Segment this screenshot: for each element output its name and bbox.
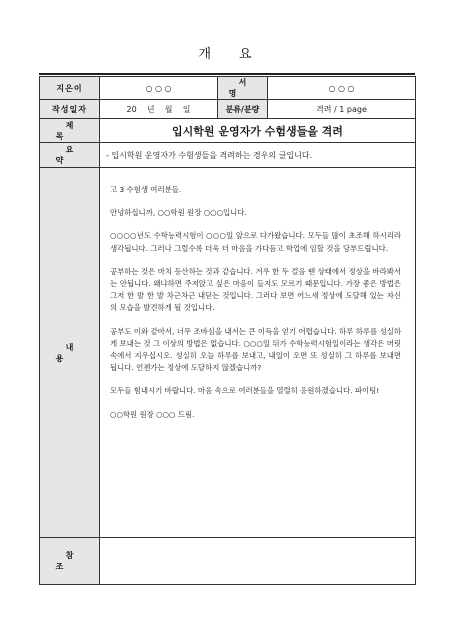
summary-value[interactable]: - 입시학원 운영자가 수험생들을 격려하는 경우의 글입니다.: [100, 143, 416, 168]
document-form: [39, 76, 416, 585]
reference-value[interactable]: [100, 538, 416, 585]
document-title: 개요: [198, 47, 280, 62]
signature-label: 서명: [218, 77, 268, 100]
summary-row: [40, 143, 416, 168]
reference-label: 참조: [40, 538, 100, 585]
reference-row: [40, 538, 416, 585]
subject-label: 제목: [40, 119, 100, 143]
date-label: 작성일자: [40, 100, 100, 119]
letter-intro: 안녕하십니까, ○○학원 원장 ○○○입니다.: [110, 208, 247, 218]
letter-paragraph: ○○○○년도 수학능력시험이 ○○○일 앞으로 다가왔습니다. 모두들 많이 초조해 하시리라 생각됩니다. 그러나 그럴수록 더욱 더 마음을 가다듬고 학업에 임할 것을 당부드립니다.: [110, 231, 401, 253]
subject-value[interactable]: 입시학원 운영자가 수험생들을 격려: [100, 119, 416, 143]
letter-paragraph: 모두들 힘내시기 바랍니다. 마음 속으로 여러분들을 열렬히 응원하겠습니다. 파이팅!: [110, 386, 380, 396]
title-rule: [39, 73, 415, 75]
author-value[interactable]: ○ ○ ○: [100, 77, 218, 100]
summary-label: 요약: [40, 143, 100, 168]
category-value[interactable]: 격려 / 1 page: [268, 100, 416, 119]
letter-body[interactable]: [100, 168, 416, 538]
signature-value[interactable]: ○ ○ ○: [268, 77, 416, 100]
content-row: [40, 168, 416, 538]
letter-greeting: 고 3 수험생 여러분들.: [110, 185, 182, 194]
category-label: 분류/분량: [218, 100, 268, 119]
subject-row: [40, 119, 416, 143]
author-row: [40, 77, 416, 100]
letter-signoff: ○○학원 원장 ○○○ 드림.: [110, 409, 195, 419]
content-label: 내용: [40, 168, 100, 538]
letter-paragraph: 공부도 이와 같아서, 너무 조바심을 내서는 큰 이득을 얻기 어렵습니다. 하루 하루를 성실하게 보내는 것 그 이상의 방법은 없습니다. ○○○일 뒤가 수학능력시험일이라는 생각은 머릿속에서 지우십시오. 성실히 오늘 하루를 보내고, 내일이 오면 또 성실히 그 하루를 보내면 됩니다. 언젠가는 정상에 도달하지 않겠습니까?: [110, 326, 401, 373]
letter-paragraph: 공부하는 것은 마치 등산하는 것과 같습니다. 겨우 한 두 걸음 뗀 상태에서 정상을 바라봐서는 안됩니다. 왜냐하면 주저앉고 싶은 마음이 들지도 모르기 때문입니다. 가장 좋은 방법은 그저 한 발 한 발 차근차근 내딛는 것입니다. 그러다 보면 어느새 정상에 도달해 있는 자신의 모습을 발견하게 될 것입니다.: [110, 266, 401, 313]
date-value[interactable]: 20 년 월 일: [100, 100, 218, 119]
author-label: 지은이: [40, 77, 100, 100]
date-row: [40, 100, 416, 119]
